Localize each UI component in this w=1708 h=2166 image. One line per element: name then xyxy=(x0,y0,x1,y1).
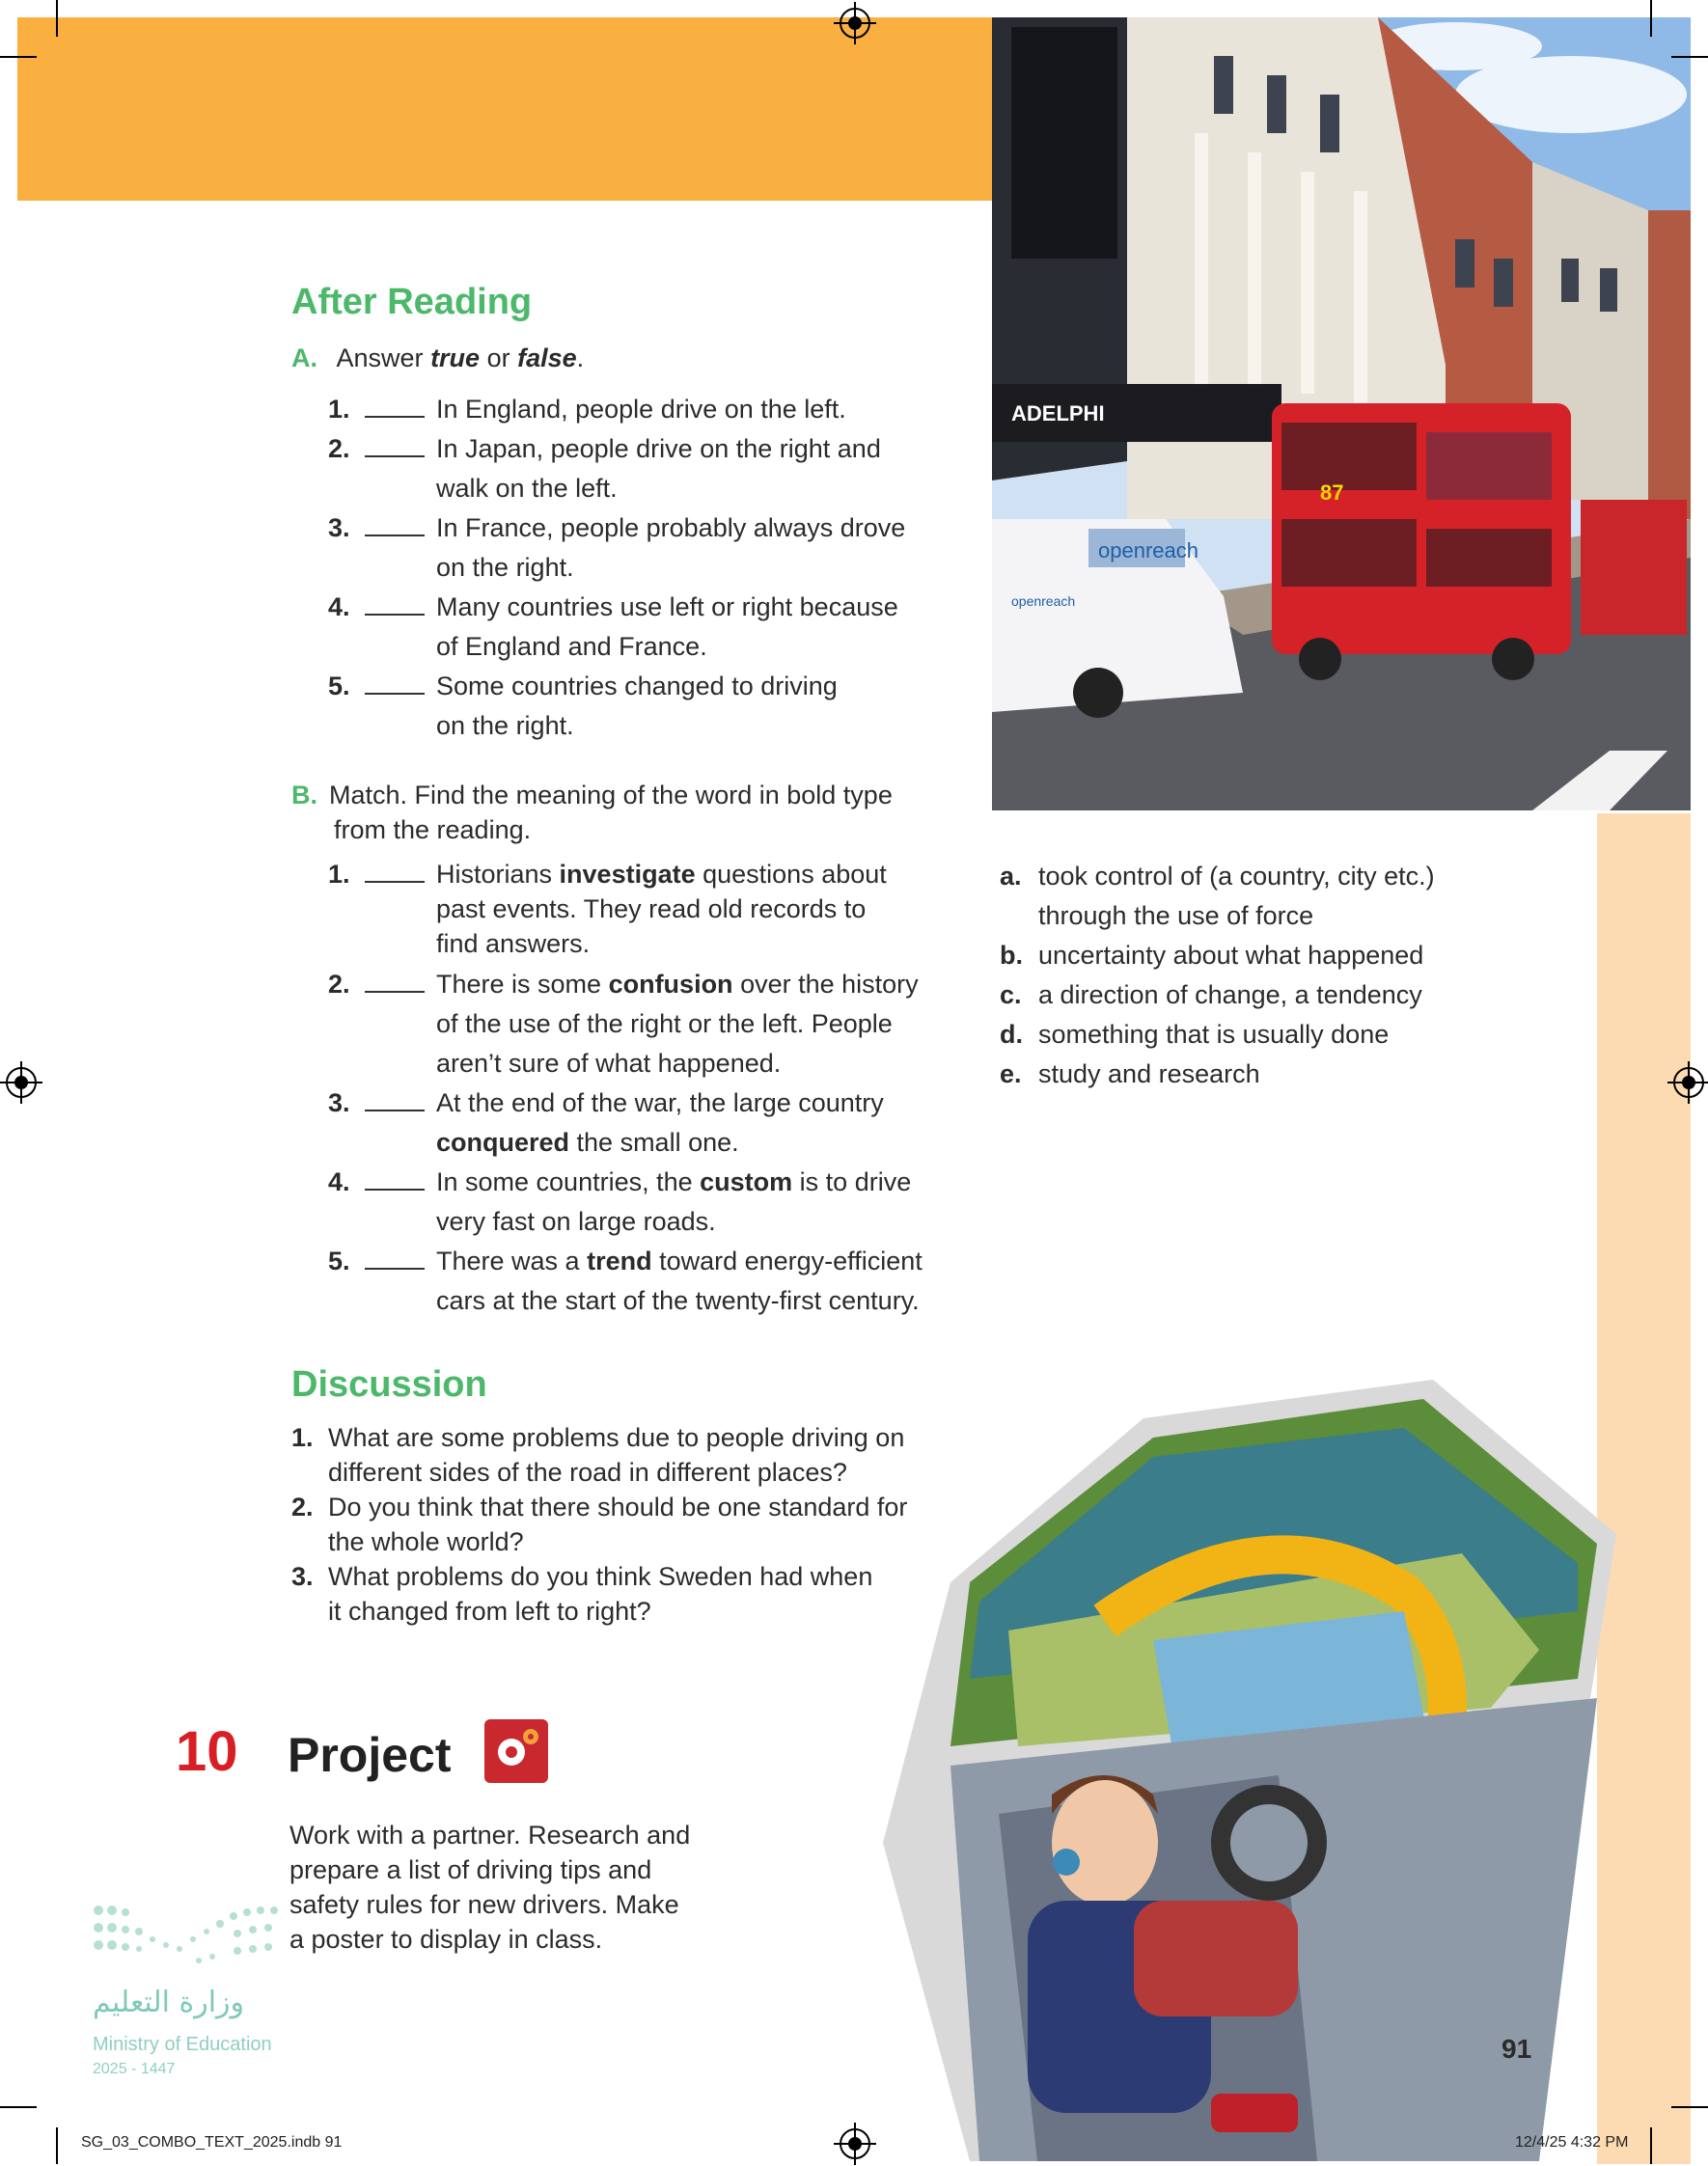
item-text: Some countries changed to driving xyxy=(436,672,838,700)
van-brand: openreach xyxy=(1098,538,1198,562)
definition-text: study and research xyxy=(1038,1059,1260,1088)
instruction-or: or xyxy=(480,343,518,372)
definition-text: something that is usually done xyxy=(1038,1020,1390,1049)
definition-d xyxy=(1000,1015,1579,1055)
definition-text: uncertainty about what happened xyxy=(1038,941,1424,970)
item-text-continued: on the right. xyxy=(436,553,574,582)
item-text-continued: very fast on large roads. xyxy=(436,1207,716,1236)
van-brand-small: openreach xyxy=(1011,593,1076,609)
page-number: 91 xyxy=(1501,2034,1532,2064)
instruction-true: true xyxy=(430,343,481,372)
bold-word: custom xyxy=(700,1167,793,1196)
gear-icon xyxy=(484,1719,548,1783)
answer-blank[interactable] xyxy=(365,513,425,536)
discussion-item-1 xyxy=(291,1420,986,1455)
definition-letter: d. xyxy=(1000,1020,1023,1049)
discussion-heading: Discussion xyxy=(291,1364,487,1405)
footer-date: 12/4/25 4:32 PM xyxy=(1515,2134,1629,2151)
registration-mark-icon xyxy=(6,1067,37,1098)
item-number: 4. xyxy=(328,592,350,621)
project-text-line: prepare a list of driving tips and xyxy=(289,1855,652,1884)
answer-blank[interactable] xyxy=(365,970,425,993)
part-b-item-2 xyxy=(328,965,1004,1004)
crop-mark xyxy=(0,2106,37,2108)
part-b-item-4 xyxy=(328,1163,1004,1202)
london-street-photo xyxy=(992,17,1691,810)
definition-text-continued: through the use of force xyxy=(1038,901,1314,930)
item-text: In Japan, people drive on the right and xyxy=(436,434,881,463)
discussion-item-2 xyxy=(291,1490,986,1524)
item-text: questions about xyxy=(695,860,887,889)
definition-text: a direction of change, a tendency xyxy=(1038,980,1422,1009)
item-text: In France, people probably always drove xyxy=(436,513,906,542)
item-text: What are some problems due to people driving on xyxy=(328,1423,905,1452)
instruction-false: false xyxy=(517,343,577,372)
item-number: 1. xyxy=(328,395,350,424)
item-number: 1. xyxy=(328,860,350,889)
item-number: 2. xyxy=(328,970,350,999)
definition-letter: a. xyxy=(1000,862,1022,891)
item-text-continued: cars at the start of the twenty-first century. xyxy=(436,1286,920,1315)
project-text xyxy=(289,1818,733,1957)
part-b-item-5 xyxy=(328,1242,1004,1281)
crop-mark xyxy=(1671,2106,1708,2108)
item-number: 1. xyxy=(291,1423,314,1452)
instruction-end: . xyxy=(576,343,585,372)
project-number: 10 xyxy=(176,1720,238,1783)
instruction-text: Answer xyxy=(336,343,431,372)
item-text: toward energy-efficient xyxy=(651,1247,923,1275)
definition-letter: b. xyxy=(1000,941,1023,970)
item-text: There was a xyxy=(436,1247,588,1275)
item-text: Do you think that there should be one standard for xyxy=(328,1493,908,1522)
item-number: 3. xyxy=(328,513,350,542)
definition-letter: e. xyxy=(1000,1059,1022,1088)
item-text: At the end of the war, the large country xyxy=(436,1088,884,1117)
item-number: 5. xyxy=(328,672,350,700)
answer-blank[interactable] xyxy=(365,592,425,616)
item-text-continued: of England and France. xyxy=(436,632,707,661)
answer-blank[interactable] xyxy=(365,1247,425,1270)
part-b-item-1 xyxy=(328,857,1004,891)
adelphi-sign: ADELPHI xyxy=(1011,401,1105,425)
item-text: Historians xyxy=(436,860,560,889)
definition-text: took control of (a country, city etc.) xyxy=(1038,862,1435,891)
footer-file-info: SG_03_COMBO_TEXT_2025.indb 91 xyxy=(81,2134,343,2151)
part-a-item-3 xyxy=(328,508,984,548)
answer-blank[interactable] xyxy=(365,672,425,695)
discussion-item-3 xyxy=(291,1559,986,1594)
ministry-dots-logo xyxy=(93,1903,295,1970)
part-b-letter: B. xyxy=(291,781,317,809)
discussion-list xyxy=(291,1420,986,1629)
definition-e xyxy=(1000,1055,1579,1094)
item-text-continued: the whole world? xyxy=(328,1527,524,1556)
project-text-line: a poster to display in class. xyxy=(289,1925,603,1954)
definition-c xyxy=(1000,975,1579,1015)
registration-mark-icon xyxy=(1673,1067,1704,1098)
item-text: over the history xyxy=(732,970,919,999)
after-reading-heading: After Reading xyxy=(291,282,533,322)
ministry-year: 2025 - 1447 xyxy=(93,2061,176,2077)
bold-word: investigate xyxy=(559,860,696,889)
answer-blank[interactable] xyxy=(365,1167,425,1191)
item-text: Many countries use left or right because xyxy=(436,592,898,621)
part-a-letter: A. xyxy=(291,343,317,372)
item-text-continued xyxy=(328,1123,1004,1163)
crop-mark xyxy=(0,56,37,58)
item-text: What problems do you think Sweden had when xyxy=(328,1562,873,1591)
item-text-continued: of the use of the right or the left. People xyxy=(436,1009,893,1038)
instruction-text-continued: from the reading. xyxy=(334,815,532,844)
item-number: 3. xyxy=(328,1088,350,1117)
part-a-item-4 xyxy=(328,588,984,627)
crop-mark xyxy=(56,0,58,37)
part-a-instruction xyxy=(291,343,584,373)
part-a-item-5 xyxy=(328,667,984,706)
item-number: 5. xyxy=(328,1247,350,1275)
part-b-instruction xyxy=(291,778,986,847)
definition-b xyxy=(1000,936,1579,975)
project-title: Project xyxy=(288,1728,452,1782)
definition-letter: c. xyxy=(1000,980,1022,1009)
part-a-list xyxy=(328,390,984,746)
crop-mark xyxy=(1671,56,1708,58)
item-text: There is some xyxy=(436,970,609,999)
item-text: In some countries, the xyxy=(436,1167,701,1196)
item-text-continued: on the right. xyxy=(436,711,574,740)
bus-route-number: 87 xyxy=(1320,480,1344,505)
item-number: 3. xyxy=(291,1562,314,1591)
item-number: 4. xyxy=(328,1167,350,1196)
part-b-list xyxy=(328,857,1004,1321)
item-text-continued: different sides of the road in different places? xyxy=(328,1458,847,1487)
item-text: In England, people drive on the left. xyxy=(436,395,846,424)
item-text-continued: find answers. xyxy=(436,929,591,958)
item-text: is to drive xyxy=(792,1167,912,1196)
definition-a xyxy=(1000,857,1579,896)
definitions-list xyxy=(1000,857,1579,1094)
item-text: the small one. xyxy=(569,1128,739,1157)
answer-blank[interactable] xyxy=(365,860,425,883)
crop-mark xyxy=(1650,0,1652,37)
part-b-item-3 xyxy=(328,1083,1004,1123)
answer-blank[interactable] xyxy=(365,434,425,457)
ministry-english-name: Ministry of Education xyxy=(93,2034,272,2055)
item-text-continued: past events. They read old records to xyxy=(436,894,867,923)
answer-blank[interactable] xyxy=(365,395,425,418)
bold-word: conquered xyxy=(436,1128,570,1157)
item-number: 2. xyxy=(291,1493,314,1522)
crop-mark xyxy=(56,2127,58,2164)
bold-word: confusion xyxy=(608,970,733,999)
project-text-line: safety rules for new drivers. Make xyxy=(289,1890,679,1919)
item-text-continued: it changed from left to right? xyxy=(328,1597,651,1626)
registration-mark-icon xyxy=(840,2128,870,2159)
part-a-item-2 xyxy=(328,429,984,469)
orange-header-band xyxy=(17,17,992,201)
item-number: 2. xyxy=(328,434,350,463)
instruction-text: Match. Find the meaning of the word in bold type xyxy=(329,781,893,809)
item-text-continued: walk on the left. xyxy=(436,474,618,503)
registration-mark-icon xyxy=(840,8,870,39)
answer-blank[interactable] xyxy=(365,1088,425,1111)
project-text-line: Work with a partner. Research and xyxy=(289,1821,691,1850)
ministry-arabic-name: وزارة التعليم xyxy=(93,1986,245,2019)
bold-word: trend xyxy=(587,1247,652,1275)
crop-mark xyxy=(1650,2127,1652,2164)
item-text-continued: aren’t sure of what happened. xyxy=(436,1049,782,1078)
part-a-item-1 xyxy=(328,390,984,429)
